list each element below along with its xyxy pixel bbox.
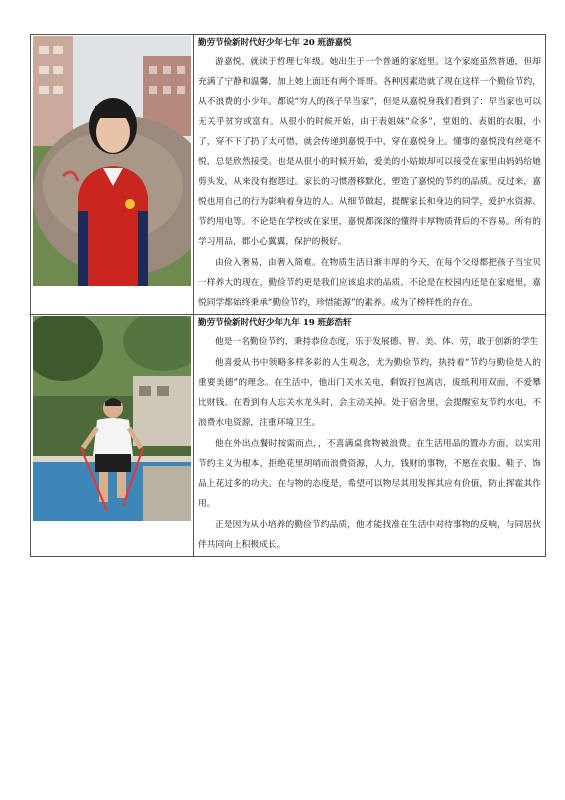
profile-paragraph: 他在外出点餐时按需而点，，不喜满桌食物被浪费。在生活用品的置办方面，以实用节约主义为根本，拒绝花里胡哨而浪费资源，人力，钱财的事物，不愿在衣服、鞋子、饰品上花过多的功夫。在与物的态度是，希望可以物尽其用发挥其应有价值，防止挥霍其作用。 <box>198 439 541 509</box>
student-photo-2 <box>33 316 191 521</box>
photo-cell-1 <box>31 35 194 315</box>
profile-paragraph: 正是因为从小培养的勤俭节约品质，他才能找准在生活中对待事物的反响，与同居伙伴共同向上积极成长。 <box>198 520 541 550</box>
photo-cell-2 <box>31 315 194 557</box>
profile-title-1: 勤劳节俭新时代好少年七年 20 班游嘉悦 <box>198 38 352 48</box>
profiles-table <box>30 34 546 557</box>
profile-row-2 <box>31 315 546 557</box>
student-photo-1 <box>33 36 191 286</box>
profile-paragraph: 由俭入奢易，由奢入简难。在物质生活日渐丰厚的今天，在每个父母都把孩子当宝贝一样养大的现在，勤俭节约更是我们应该追求的品质。不论是在校园内还是在家庭里，嘉悦同学都始终秉承“勤俭节约，珍惜能源”的素养。成为了榜样性的存在。 <box>198 258 541 308</box>
page <box>30 34 541 557</box>
profile-row-1 <box>31 35 546 315</box>
profile-paragraph: 他是一名勤俭节约，秉持恭俭态度，乐于发展德、智、美、体、劳，敢于创新的学生 <box>215 337 539 347</box>
text-cell-2 <box>194 315 546 557</box>
profile-paragraph: 他喜爱从书中领略多样多彩的人生观念，尤为勤俭节约，执持着“节约与勤俭是人的重要美德”的理念。在生活中，他出门关水关电，剩饭打包离店，废纸利用双面，不爱攀比财钱。在看到有人忘关水龙头时，会主动关掉。处于宿舍里，会提醒室友节约水电，不浪费水电资源，注重环境卫生。 <box>198 358 541 428</box>
profile-paragraph: 游嘉悦，就读于哲理七年级。她出生于一个普通的家庭里。这个家庭虽然普通，但却充满了宁静和温馨，加上她上面还有两个哥哥。各种因素造就了现在这样一个勤俭节约，从不浪费的小少年。都说“穷人的孩子早当家”，但是从嘉悦身我们看到了：早当家也可以无关乎贫穷或富有。从很小的时候开始，由于表姐妹“众多”，堂姐的、表姐的衣服，小了，穿不下了扔了太可惜，就会传递到嘉悦手中，穿在嘉悦身上。懂事的嘉悦没有丝毫不悦，总是欣然接受。也是从很小的时候开始，爱美的小姑娘却可以接受在家里由妈妈给她剪头发，从来没有抱怨过。家长的习惯潜移默化，塑造了嘉悦的节约的品质。反过来，嘉悦也用自己的行为影响着身边的人。从细节做起，提醒家长和身边的同学，爱护水资源、节约用电等。不论是在学校或在家里，嘉悦都深深的懂得丰厚物质背后的不容易。所有的学习用品，都小心翼翼，保护的极好。 <box>198 57 541 247</box>
text-cell-1 <box>194 35 546 315</box>
profile-title-2: 勤劳节俭新时代好少年九年 19 班彭浩轩 <box>198 318 352 328</box>
